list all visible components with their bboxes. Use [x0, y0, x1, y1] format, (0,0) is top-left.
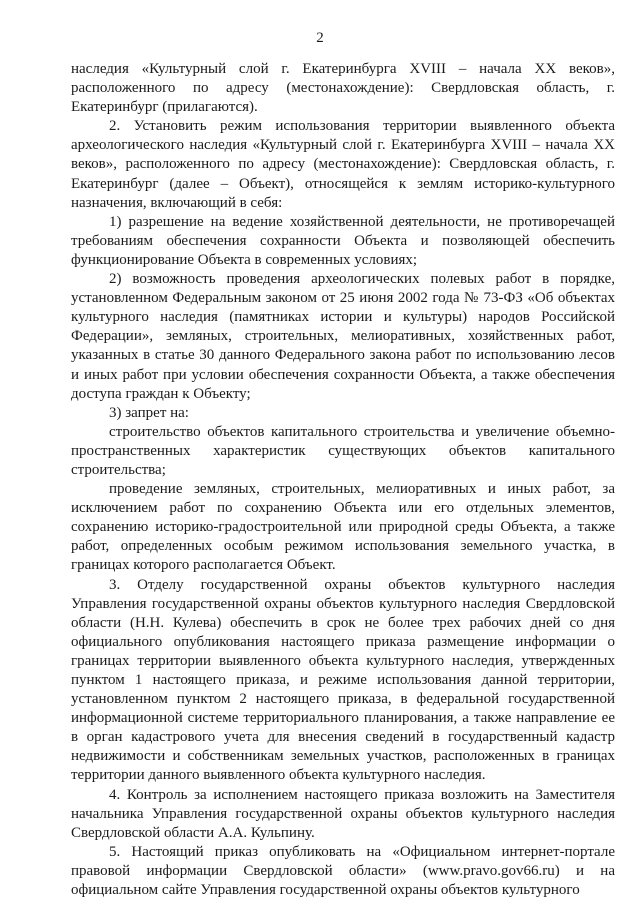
page-number: 2: [316, 30, 324, 46]
paragraph-item-3: 3. Отделу государственной охраны объектов культурного наследия Управления государственной охраны объектов культурного наследия Свердловской области (Н.Н. Кулева) обеспечить в срок не более трех рабочих дней со дня официального опубликования настоящего приказа размещение информации о границах территории выявленного объекта культурного наследия, утвержденных пунктом 1 настоящего приказа, и режиме использования данной территории, установленном пунктом 2 настоящего приказа, в федеральной государственной информационной системе территориального планирования, а также направление ее в орган кадастрового учета для внесения сведений в государственный кадастр недвижимости и собственникам земельных участков, расположенных в границах территории данного выявленного объекта культурного наследия.: [71, 576, 615, 784]
paragraph-item-5: 5. Настоящий приказ опубликовать на «Официальном интернет-портале правовой информации Свердловской области» (www.pravo.gov66.ru) и на официальном сайте Управления государственной охраны объектов культурного: [71, 843, 615, 899]
paragraph-prohibition-construction: строительство объектов капитального строительства и увеличение объемно-пространственных характеристик существующих объектов капитального строительства;: [71, 423, 615, 478]
paragraph-item-4: 4. Контроль за исполнением настоящего приказа возложить на Заместителя начальника Управления государственной охраны объектов культурного наследия Свердловской области А.А. Кульпину.: [71, 786, 615, 841]
paragraph-subitem-3: 3) запрет на:: [109, 404, 189, 421]
paragraph-subitem-2: 2) возможность проведения археологических полевых работ в порядке, установленном Федеральным законом от 25 июня 2002 года № 73-ФЗ «Об объектах культурного наследия (памятниках истории и культуры) народов Российской Федерации», земляных, строительных, мелиоративных, хозяйственных работ, указанных в статье 30 данного Федерального закона работ по использованию лесов и иных работ при условии обеспечения сохранности Объекта, а также обеспечения доступа граждан к Объекту;: [71, 271, 615, 402]
document-body: [71, 60, 615, 900]
paragraph-subitem-1: 1) разрешение на ведение хозяйственной деятельности, не противоречащей требованиям обеспечения сохранности Объекта и позволяющей обеспечить функционирование Объекта в современных условиях;: [71, 213, 615, 268]
paragraph-item-2: 2. Установить режим использования территории выявленного объекта археологического наследия «Культурный слой г. Екатеринбурга XVIII – начала XX веков», расположенного по адресу (местонахождение): Свердловская область, г. Екатеринбург (далее – Объект), относящейся к землям историко-культурного назначения, включающий в себя:: [71, 118, 615, 211]
paragraph-continuation: наследия «Культурный слой г. Екатеринбурга XVIII – начала XX веков», расположенного по адресу (местонахождение): Свердловская область, г. Екатеринбург (прилагаются).: [71, 61, 615, 116]
paragraph-prohibition-works: проведение земляных, строительных, мелиоративных и иных работ, за исключением работ по сохранению Объекта или его отдельных элементов, сохранению историко-градостроительной или природной среды Объекта, а также работ, определенных особым режимом использования земельного участка, в границах которого располагается Объект.: [71, 481, 615, 574]
